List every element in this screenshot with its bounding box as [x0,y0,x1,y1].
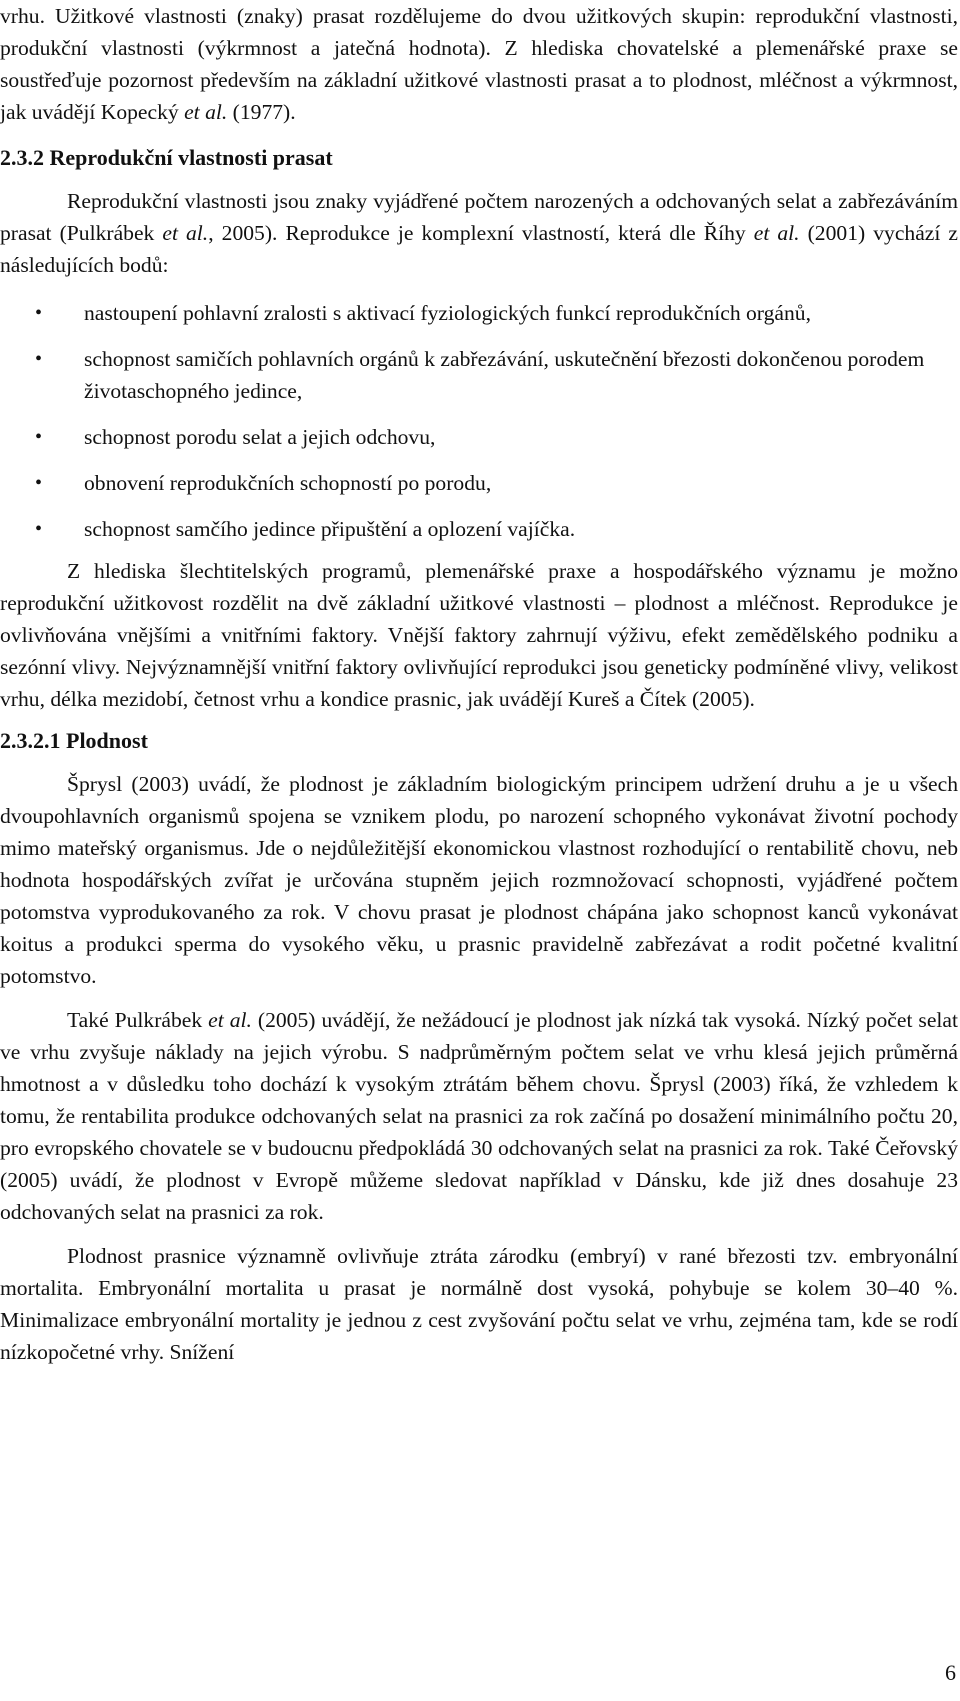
bullet-icon: • [35,518,43,540]
section2-paragraph-3: Plodnost prasnice významně ovlivňuje ztráta zárodku (embryí) v rané březosti tzv. embryonální mortalita. Embryonální mortalita u prasat je normálně dost vysoká, pohybuje se kolem 30–40 %. Minimalizace embryonální mortality je jednou z cest zvyšování počtu selat ve vrhu, zejména tam, kde se rodí nízkopočetné vrhy. Snížení [0,1244,958,1364]
list-item-text: schopnost samčího jedince připuštění a oplození vajíčka. [84,517,576,541]
section1-p1-et-al-2: et al. [753,221,800,245]
bullet-icon: • [35,348,43,370]
section1-p1-et-al-1: et al. [162,221,209,245]
section1-p1-text-b: , 2005). Reprodukce je komplexní vlastností, která dle Říhy [208,221,754,245]
bullet-icon: • [35,426,43,448]
section1-paragraph-1 [0,185,958,281]
section1-p1-text-a: Reprodukční vlastnosti jsou znaky vyjádřené počtem narozených a odchovaných selat a zabřezáváním prasat (Pulkrábek [0,189,958,245]
intro-text-1: vrhu. Užitkové vlastnosti (znaky) prasat rozdělujeme do dvou užitkových skupin: reprodukční vlastnosti, produkční vlastnosti (výkrmnost a jatečná hodnota). Z hlediska chovatelské a plemenářské praxe se soustřeďuje pozornost především na základní užitkové vlastnosti prasat a to plodnost, mléčnost a výkrmnost, jak uvádějí Kopecký [0,4,958,124]
intro-et-al: et al. [184,100,228,124]
page-number: 6 [945,1660,956,1685]
list-item-text: obnovení reprodukčních schopností po porodu, [84,471,492,495]
bullet-icon: • [35,302,43,324]
section2-paragraph-2 [0,1004,958,1228]
section2-p2-text-a: Také Pulkrábek [67,1008,209,1032]
list-item [0,421,958,453]
section1-p1-text-c: (2001) vychází z následujících bodů: [0,221,958,277]
list-item-text: nastoupení pohlavní zralosti s aktivací fyziologických funkcí reprodukčních orgánů, [84,301,811,325]
list-item [0,343,958,407]
section-heading-plodnost: 2.3.2.1 Plodnost [0,728,148,753]
list-item-text: schopnost porodu selat a jejich odchovu, [84,425,436,449]
intro-paragraph [0,0,958,128]
list-item-text: schopnost samičích pohlavních orgánů k zabřezávání, uskutečnění březosti dokončenou porodem životaschopného jedince, [84,347,925,403]
bullet-icon: • [35,472,43,494]
section2-paragraph-1: Šprysl (2003) uvádí, že plodnost je základním biologickým principem udržení druhu a je u všech dvoupohlavních organismů spojena se vznikem plodu, po narození schopného vykonávat životní pochody mimo mateřský organismus. Jde o nejdůležitější ekonomickou vlastnost rozhodující o rentabilitě chovu, neb hodnota hospodářských zvířat je určována stupněm jejich rozmnožovací schopnosti, vyjádřené počtem potomstva vyprodukovaného za rok. V chovu prasat je plodnost chápána jako schopnost kanců vykonávat koitus a produkci sperma do vysokého věku, u prasnic pravidelně zabřezávat a rodit početné kvalitní potomstvo. [0,772,958,988]
list-item [0,513,958,545]
intro-text-2: (1977). [227,100,296,124]
section2-p2-text-b: (2005) uvádějí, že nežádoucí je plodnost jak nízká tak vysoká. Nízký počet selat ve vrhu zvyšuje náklady na jejich výrobu. S nadprůměrným počtem selat ve vrhu klesá jejich průměrná hmotnost a v důsledku toho dochází k vysokým ztrátám během chovu. Šprysl (2003) říká, že vzhledem k tomu, že rentabilita produkce odchovaných selat na prasnici za rok začíná po dosažení minimálního počtu 20, pro evropského chovatele se v budoucnu předpokládá 30 odchovaných selat na prasnici za rok. Také Čeřovský (2005) uvádí, že plodnost v Evropě můžeme sledovat například v Dánsku, kde již dnes dosahuje 23 odchovaných selat na prasnici za rok. [0,1008,958,1224]
section2-p2-et-al: et al. [208,1008,252,1032]
list-item [0,297,958,329]
reproduction-points-list [0,297,958,545]
section-heading-reprodukcni: 2.3.2 Reprodukční vlastnosti prasat [0,145,333,170]
section1-paragraph-2: Z hlediska šlechtitelských programů, plemenářské praxe a hospodářského významu je možno reprodukční užitkovost rozdělit na dvě základní užitkové vlastnosti – plodnost a mléčnost. Reprodukce je ovlivňována vnějšími a vnitřními faktory. Vnější faktory zahrnují výživu, efekt zemědělského podniku a sezónní vlivy. Nejvýznamnější vnitřní faktory ovlivňující reprodukci jsou geneticky podmíněné vlivy, velikost vrhu, délka mezidobí, četnost vrhu a kondice prasnic, jak uvádějí Kureš a Čítek (2005). [0,559,958,711]
list-item [0,467,958,499]
